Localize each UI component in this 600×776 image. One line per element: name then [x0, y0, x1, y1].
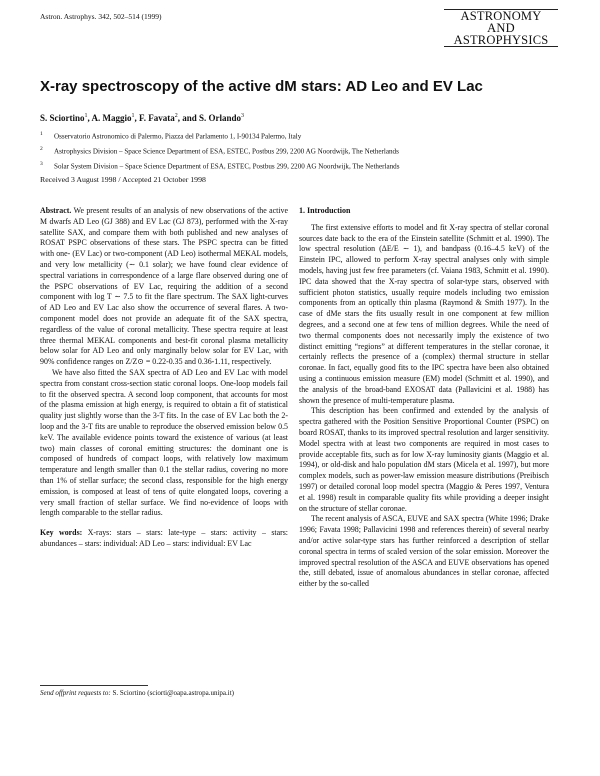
footnote-text: S. Sciortino (sciorti@oapa.astropa.unipa.it) [112, 689, 235, 697]
footnote-divider [40, 685, 148, 686]
affiliation-number: 3 [40, 160, 43, 167]
journal-reference: Astron. Astrophys. 342, 502–514 (1999) [40, 12, 162, 21]
author-affil-mark: 2 [174, 113, 178, 119]
affiliation-text: Osservatorio Astronomico di Palermo, Piazza del Parlamento 1, I-90134 Palermo, Italy [54, 132, 302, 141]
intro-paragraph-1: The first extensive efforts to model and fit X-ray spectra of stellar coronal sources date back to the era of the Einstein satellite (Schmitt et al. 1990). The low spectral resolution (ΔE/E ∼ 1), and bandpass (0.16–4.5 keV) of the Einstein IPC, allowed to perform X-ray spectral analyses only with simple models, having just few free parameters (cf. Vaiana 1983, Schmitt et al. 1990). IPC data showed that the X-ray spectra of solar-type stars, observed with sufficient photon statistics, usually require models including two emission components from an optically thin plasma (Raymond & Smith 1977). In the case of dMe stars the fits usually result in one component at few million degrees, and a second one at few tens of million degrees. While the need of two thermal components does not necessarily imply the existence of two distinct emitting “regions” at different temperatures in the stellar coronae, it certainly reflects the presence of a (complex) thermal structure in stellar coronae. In fact, equally good fits to the IPC spectra have been also obtained using a continuous emission measure (EM) model (Schmitt et al. 1990), and the analysis of the broad-band EXOSAT data (Pallavicini et al. 1988) has shown the presence of multi-temperature plasma. [299, 222, 549, 405]
section-heading-introduction: 1. Introduction [299, 206, 351, 215]
author-name: S. Orlando [198, 113, 241, 123]
keywords-text: X-rays: stars – stars: late-type – stars: activity – stars: abundances – stars: individual: AD Leo – stars: individual: EV Lac [40, 528, 288, 548]
author-affil-mark: 3 [240, 113, 244, 119]
abstract-paragraph-1 [40, 206, 288, 368]
keywords [40, 528, 288, 550]
affiliation-item [40, 158, 399, 173]
author-name: A. Maggio [91, 113, 132, 123]
author-name: S. Sciortino [40, 113, 85, 123]
author-affil-mark: 1 [131, 113, 135, 119]
received-dates: Received 3 August 1998 / Accepted 21 October 1998 [40, 175, 206, 184]
affiliation-number: 2 [40, 145, 43, 152]
masthead-line-3: ASTROPHYSICS [453, 33, 549, 47]
author-affil-mark: 1 [84, 113, 88, 119]
masthead-line-2: AND [487, 21, 515, 35]
affiliation-number: 1 [40, 131, 43, 137]
affiliation-text: Astrophysics Division – Space Science Department of ESA, ESTEC, Postbus 299, 2200 AG Noordwijk, The Netherlands [54, 147, 399, 156]
author-name: F. Favata [139, 113, 175, 123]
abstract-paragraph-2: We have also fitted the SAX spectra of AD Leo and EV Lac with model spectra from constant cross-section static coronal loops. One-loop models fail to fit the observed spectra. A second loop component, that accounts for most of the plasma emission at high energy, is required to obtain a fit of statistical quality just slightly worse than the 3-T fits. In the case of EV Lac both the 2-loop and the 3-T fits are unable to reproduce the observed emission below 0.5 keV. The available evidence points toward the existence of various (at least two) main classes of coronal emitting structures: the dominant one is composed of hundreds of compact loops, with relatively low maximum temperature and length smaller than 0.1 the stellar radius, covering no more than 1% of stellar surface; the second class, responsible for the high energy emission, is composed at least of tens of quite elongated loops, covering a very small fraction of stellar surface. We find no-evidence of loops with length comparable to the stellar radius. [40, 367, 288, 518]
left-column [40, 206, 288, 550]
right-column [299, 206, 549, 590]
journal-masthead-logo [438, 9, 564, 47]
affiliation-text: Solar System Division – Space Science Department of ESA, ESTEC, Postbus 299, 2200 AG Noordwijk, The Netherlands [54, 162, 400, 171]
paper-title: X-ray spectroscopy of the active dM stars: AD Leo and EV Lac [40, 78, 483, 95]
abstract-text-1: We present results of an analysis of new observations of the active M dwarfs AD Leo (GJ 388) and EV Lac (GJ 873), performed with the X-ray satellite SAX, and compare them with both published and new analyses of ROSAT PSPC observations of these stars. The PSPC spectra can be fitted with one- (EV Lac) or two-component (AD Leo) isothermal MEKAL models, and very low metallicity (∼ 0.1 solar); we have found clear evidence of spectral variations in correspondence of a large flare observed during one of the PSPC observations of EV Lac, requiring the addition of a second component with log T ∼ 7.5 to fit the flare spectrum. The SAX light-curves of AD Leo and EV Lac also show the occurrence of several flares. A two-component model does not provide an adequate fit of the SAX spectra, regardless of the value of coronal metallicity. These spectra require at least three thermal MEKAL components and best-fit coronal plasma metallicity below solar for AD Leo and only marginally below solar for EV Lac, with 90% confidence ranges on Z/Z⊙ = 0.22-0.35 and 0.36-1.11, respectively. [40, 206, 288, 367]
intro-paragraph-3: The recent analysis of ASCA, EUVE and SAX spectra (White 1996; Drake 1996; Favata 1998; Pallavicini 1998 and references therein) of several nearby and/or active solar-type stars has further reinforced a description of stellar coronal spectra in terms of scaled version of the solar emission. Moreover the improved spectral resolution of the ASCA and EUVE observations has opened the, still debated, issue of anomalous abundances in stellar coronae, affected either by the so-called [299, 514, 549, 589]
affiliation-item [40, 143, 399, 158]
footnote-label: Send offprint requests to: [40, 689, 111, 697]
author-list: S. Sciortino$^1$, A. Maggio$^1$, F. Favata$^2$, and S. Orlando$^3$ [40, 113, 244, 123]
offprint-footnote [40, 689, 234, 697]
affiliations [40, 128, 399, 173]
affiliation-item [40, 128, 399, 143]
masthead-line-1: ASTRONOMY [460, 9, 542, 23]
abstract-label: Abstract. [40, 206, 72, 215]
keywords-label: Key words: [40, 528, 83, 538]
intro-paragraph-2: This description has been confirmed and extended by the analysis of spectra gathered with the Position Sensitive Proportional Counter (PSPC) on board ROSAT, thanks to its improved spectral resolution and larger sensitivity. Model spectra with at least two components are required in most cases to provide acceptable fits, such as for low X-ray luminosity giants (Maggio et al. 1994), or old-disk and halo population dM stars (Micela et al. 1997), but more complex models, such as power-law emission measure distributions (Preibisch 1997) or detailed coronal loop model spectra (Maggio & Peres 1997, Ventura et al. 1998) result in comparable quality fits while providing a deeper insight on the structure of stellar coronae. [299, 406, 549, 513]
